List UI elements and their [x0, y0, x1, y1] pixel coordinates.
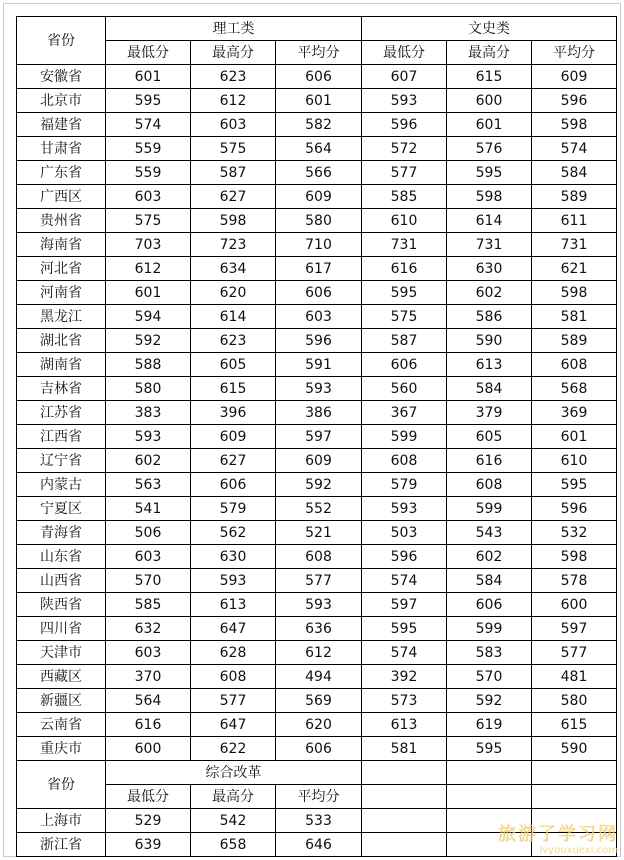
- science-max-score: 593: [191, 569, 276, 593]
- empty-cell: [532, 785, 617, 809]
- arts-avg-score: 598: [532, 281, 617, 305]
- reform-max-score: 658: [191, 833, 276, 857]
- province-name: 新疆区: [17, 689, 106, 713]
- science-min-score: 559: [106, 161, 191, 185]
- science-avg-score: 597: [276, 425, 362, 449]
- arts-max-score: 583: [447, 641, 532, 665]
- province-name: 西藏区: [17, 665, 106, 689]
- arts-avg-score: 589: [532, 185, 617, 209]
- science-max-score: 614: [191, 305, 276, 329]
- province-name: 上海市: [17, 809, 106, 833]
- science-min-score: 595: [106, 89, 191, 113]
- science-max-score: 647: [191, 713, 276, 737]
- arts-min-score: 577: [362, 161, 447, 185]
- reform-row: [17, 833, 617, 857]
- arts-avg-score: 597: [532, 617, 617, 641]
- arts-avg-score: 609: [532, 65, 617, 89]
- province-row: [17, 689, 617, 713]
- empty-cell: [532, 761, 617, 785]
- arts-max-score: 602: [447, 545, 532, 569]
- arts-min-score: 573: [362, 689, 447, 713]
- science-max-score: 606: [191, 473, 276, 497]
- science-avg-score: 566: [276, 161, 362, 185]
- watermark-url: lvyouxuexi.com: [539, 845, 618, 856]
- science-avg-score: 609: [276, 449, 362, 473]
- arts-min-score: 616: [362, 257, 447, 281]
- science-max-score: 623: [191, 65, 276, 89]
- science-max-score: 575: [191, 137, 276, 161]
- science-min-header: 最低分: [106, 41, 191, 65]
- arts-avg-score: 481: [532, 665, 617, 689]
- province-name: 重庆市: [17, 737, 106, 761]
- province-header: 省份: [17, 17, 106, 65]
- science-min-score: 370: [106, 665, 191, 689]
- province-row: [17, 113, 617, 137]
- arts-max-score: 599: [447, 497, 532, 521]
- science-min-score: 585: [106, 593, 191, 617]
- arts-avg-score: 580: [532, 689, 617, 713]
- header-row-groups: [17, 17, 617, 41]
- arts-avg-score: 581: [532, 305, 617, 329]
- empty-cell: [362, 809, 447, 833]
- arts-max-score: 599: [447, 617, 532, 641]
- science-min-score: 383: [106, 401, 191, 425]
- province-row: [17, 449, 617, 473]
- province-row: [17, 233, 617, 257]
- arts-min-score: 613: [362, 713, 447, 737]
- arts-min-score: 572: [362, 137, 447, 161]
- science-avg-score: 710: [276, 233, 362, 257]
- arts-max-score: 630: [447, 257, 532, 281]
- empty-cell: [532, 809, 617, 833]
- science-max-score: 562: [191, 521, 276, 545]
- science-max-score: 620: [191, 281, 276, 305]
- science-max-score: 647: [191, 617, 276, 641]
- arts-max-score: 598: [447, 185, 532, 209]
- province-name: 河北省: [17, 257, 106, 281]
- science-min-score: 588: [106, 353, 191, 377]
- science-min-score: 603: [106, 185, 191, 209]
- arts-min-score: 608: [362, 449, 447, 473]
- province-name: 甘肃省: [17, 137, 106, 161]
- science-avg-score: 609: [276, 185, 362, 209]
- science-max-score: 623: [191, 329, 276, 353]
- province-name: 江苏省: [17, 401, 106, 425]
- province-row: [17, 329, 617, 353]
- score-table-body: [17, 17, 617, 857]
- empty-cell: [447, 833, 532, 857]
- province-row: [17, 497, 617, 521]
- arts-min-score: 503: [362, 521, 447, 545]
- province-row: [17, 65, 617, 89]
- science-avg-score: 606: [276, 281, 362, 305]
- arts-min-score: 731: [362, 233, 447, 257]
- arts-min-score: 560: [362, 377, 447, 401]
- province-row: [17, 593, 617, 617]
- arts-max-score: 595: [447, 737, 532, 761]
- province-name: 天津市: [17, 641, 106, 665]
- science-min-score: 703: [106, 233, 191, 257]
- province-name: 陕西省: [17, 593, 106, 617]
- arts-max-score: 590: [447, 329, 532, 353]
- science-avg-score: 593: [276, 593, 362, 617]
- arts-max-score: 608: [447, 473, 532, 497]
- arts-min-score: 392: [362, 665, 447, 689]
- science-min-score: 593: [106, 425, 191, 449]
- arts-min-score: 574: [362, 641, 447, 665]
- reform-row: [17, 809, 617, 833]
- arts-avg-score: 601: [532, 425, 617, 449]
- arts-avg-score: 532: [532, 521, 617, 545]
- science-min-score: 601: [106, 65, 191, 89]
- arts-avg-score: 574: [532, 137, 617, 161]
- science-min-score: 603: [106, 545, 191, 569]
- province-name: 湖南省: [17, 353, 106, 377]
- arts-avg-score: 608: [532, 353, 617, 377]
- science-max-score: 627: [191, 185, 276, 209]
- arts-max-score: 616: [447, 449, 532, 473]
- province-name: 河南省: [17, 281, 106, 305]
- province-row: [17, 473, 617, 497]
- reform-max-header: 最高分: [191, 785, 276, 809]
- province-row: [17, 281, 617, 305]
- science-max-score: 612: [191, 89, 276, 113]
- reform-avg-score: 646: [276, 833, 362, 857]
- arts-avg-score: 578: [532, 569, 617, 593]
- header-row-columns: [17, 41, 617, 65]
- province-row: [17, 665, 617, 689]
- science-min-score: 563: [106, 473, 191, 497]
- science-avg-score: 591: [276, 353, 362, 377]
- arts-max-score: 614: [447, 209, 532, 233]
- arts-max-score: 613: [447, 353, 532, 377]
- province-row: [17, 137, 617, 161]
- empty-cell: [447, 809, 532, 833]
- science-max-score: 628: [191, 641, 276, 665]
- science-min-score: 602: [106, 449, 191, 473]
- arts-max-score: 600: [447, 89, 532, 113]
- science-min-score: 580: [106, 377, 191, 401]
- province-row: [17, 425, 617, 449]
- watermark-name: 旅游了学习网: [498, 824, 618, 845]
- science-max-score: 587: [191, 161, 276, 185]
- province-row: [17, 401, 617, 425]
- arts-max-score: 731: [447, 233, 532, 257]
- arts-min-score: 593: [362, 89, 447, 113]
- empty-cell: [362, 785, 447, 809]
- arts-max-score: 605: [447, 425, 532, 449]
- province-row: [17, 641, 617, 665]
- arts-avg-score: 568: [532, 377, 617, 401]
- province-name: 福建省: [17, 113, 106, 137]
- arts-avg-score: 596: [532, 89, 617, 113]
- empty-cell: [447, 761, 532, 785]
- arts-avg-score: 584: [532, 161, 617, 185]
- science-min-score: 592: [106, 329, 191, 353]
- arts-max-score: 601: [447, 113, 532, 137]
- arts-avg-score: 610: [532, 449, 617, 473]
- province-row: [17, 545, 617, 569]
- arts-max-score: 586: [447, 305, 532, 329]
- reform-group-header: 综合改革: [106, 761, 362, 785]
- province-name: 海南省: [17, 233, 106, 257]
- empty-cell: [447, 785, 532, 809]
- science-max-score: 630: [191, 545, 276, 569]
- province-row: [17, 569, 617, 593]
- science-max-score: 615: [191, 377, 276, 401]
- province-name: 湖北省: [17, 329, 106, 353]
- arts-max-score: 576: [447, 137, 532, 161]
- science-max-score: 723: [191, 233, 276, 257]
- arts-min-header: 最低分: [362, 41, 447, 65]
- arts-avg-score: 611: [532, 209, 617, 233]
- arts-max-score: 584: [447, 569, 532, 593]
- province-name: 浙江省: [17, 833, 106, 857]
- science-max-score: 627: [191, 449, 276, 473]
- science-max-score: 605: [191, 353, 276, 377]
- arts-avg-score: 577: [532, 641, 617, 665]
- province-row: [17, 89, 617, 113]
- arts-min-score: 597: [362, 593, 447, 617]
- empty-cell: [532, 833, 617, 857]
- province-name: 江西省: [17, 425, 106, 449]
- province-name: 云南省: [17, 713, 106, 737]
- arts-avg-header: 平均分: [532, 41, 617, 65]
- science-avg-score: 521: [276, 521, 362, 545]
- province-row: [17, 737, 617, 761]
- science-max-score: 577: [191, 689, 276, 713]
- arts-min-score: 581: [362, 737, 447, 761]
- province-name: 北京市: [17, 89, 106, 113]
- arts-max-score: 606: [447, 593, 532, 617]
- reform-min-score: 639: [106, 833, 191, 857]
- science-min-score: 603: [106, 641, 191, 665]
- science-max-score: 598: [191, 209, 276, 233]
- science-avg-score: 620: [276, 713, 362, 737]
- empty-cell: [362, 833, 447, 857]
- science-max-score: 609: [191, 425, 276, 449]
- arts-max-score: 619: [447, 713, 532, 737]
- science-min-score: 632: [106, 617, 191, 641]
- province-row: [17, 185, 617, 209]
- science-avg-score: 564: [276, 137, 362, 161]
- province-name: 内蒙古: [17, 473, 106, 497]
- reform-avg-score: 533: [276, 809, 362, 833]
- arts-avg-score: 598: [532, 113, 617, 137]
- province-row: [17, 161, 617, 185]
- reform-header-row-group: [17, 761, 617, 785]
- reform-max-score: 542: [191, 809, 276, 833]
- science-min-score: 600: [106, 737, 191, 761]
- science-min-score: 559: [106, 137, 191, 161]
- arts-avg-score: 615: [532, 713, 617, 737]
- province-row: [17, 521, 617, 545]
- arts-avg-score: 731: [532, 233, 617, 257]
- arts-min-score: 607: [362, 65, 447, 89]
- reform-min-header: 最低分: [106, 785, 191, 809]
- science-avg-score: 601: [276, 89, 362, 113]
- science-avg-score: 606: [276, 65, 362, 89]
- arts-avg-score: 369: [532, 401, 617, 425]
- science-max-score: 603: [191, 113, 276, 137]
- science-avg-score: 569: [276, 689, 362, 713]
- science-min-score: 601: [106, 281, 191, 305]
- arts-avg-score: 595: [532, 473, 617, 497]
- science-max-score: 579: [191, 497, 276, 521]
- province-name: 吉林省: [17, 377, 106, 401]
- province-name: 安徽省: [17, 65, 106, 89]
- science-avg-score: 577: [276, 569, 362, 593]
- province-name: 四川省: [17, 617, 106, 641]
- province-name: 青海省: [17, 521, 106, 545]
- province-name: 辽宁省: [17, 449, 106, 473]
- arts-max-score: 379: [447, 401, 532, 425]
- province-name: 广西区: [17, 185, 106, 209]
- science-avg-score: 612: [276, 641, 362, 665]
- province-row: [17, 209, 617, 233]
- arts-max-header: 最高分: [447, 41, 532, 65]
- science-avg-score: 592: [276, 473, 362, 497]
- province-name: 山东省: [17, 545, 106, 569]
- science-min-score: 541: [106, 497, 191, 521]
- science-min-score: 570: [106, 569, 191, 593]
- science-avg-score: 636: [276, 617, 362, 641]
- province-name: 宁夏区: [17, 497, 106, 521]
- arts-max-score: 595: [447, 161, 532, 185]
- science-max-score: 608: [191, 665, 276, 689]
- arts-min-score: 585: [362, 185, 447, 209]
- science-min-score: 616: [106, 713, 191, 737]
- science-min-score: 594: [106, 305, 191, 329]
- science-avg-score: 606: [276, 737, 362, 761]
- science-avg-score: 580: [276, 209, 362, 233]
- arts-max-score: 570: [447, 665, 532, 689]
- reform-header-row-columns: [17, 785, 617, 809]
- arts-group-header: 文史类: [362, 17, 617, 41]
- science-max-score: 622: [191, 737, 276, 761]
- province-row: [17, 305, 617, 329]
- arts-min-score: 574: [362, 569, 447, 593]
- science-group-header: 理工类: [106, 17, 362, 41]
- science-max-header: 最高分: [191, 41, 276, 65]
- province-name: 广东省: [17, 161, 106, 185]
- arts-avg-score: 590: [532, 737, 617, 761]
- science-min-score: 574: [106, 113, 191, 137]
- science-avg-score: 593: [276, 377, 362, 401]
- science-avg-header: 平均分: [276, 41, 362, 65]
- science-avg-score: 603: [276, 305, 362, 329]
- arts-min-score: 596: [362, 545, 447, 569]
- science-avg-score: 386: [276, 401, 362, 425]
- arts-min-score: 579: [362, 473, 447, 497]
- arts-max-score: 584: [447, 377, 532, 401]
- arts-min-score: 367: [362, 401, 447, 425]
- arts-min-score: 599: [362, 425, 447, 449]
- page-frame: [3, 3, 621, 857]
- science-max-score: 634: [191, 257, 276, 281]
- arts-avg-score: 596: [532, 497, 617, 521]
- science-avg-score: 608: [276, 545, 362, 569]
- arts-avg-score: 598: [532, 545, 617, 569]
- science-avg-score: 494: [276, 665, 362, 689]
- arts-min-score: 610: [362, 209, 447, 233]
- arts-min-score: 587: [362, 329, 447, 353]
- arts-min-score: 595: [362, 281, 447, 305]
- province-name: 山西省: [17, 569, 106, 593]
- reform-avg-header: 平均分: [276, 785, 362, 809]
- science-min-score: 564: [106, 689, 191, 713]
- empty-cell: [362, 761, 447, 785]
- arts-avg-score: 600: [532, 593, 617, 617]
- arts-max-score: 543: [447, 521, 532, 545]
- science-max-score: 396: [191, 401, 276, 425]
- science-avg-score: 552: [276, 497, 362, 521]
- reform-min-score: 529: [106, 809, 191, 833]
- admission-score-table: [16, 16, 617, 857]
- arts-avg-score: 589: [532, 329, 617, 353]
- arts-min-score: 595: [362, 617, 447, 641]
- arts-max-score: 592: [447, 689, 532, 713]
- province-row: [17, 617, 617, 641]
- arts-max-score: 602: [447, 281, 532, 305]
- province-row: [17, 377, 617, 401]
- arts-min-score: 593: [362, 497, 447, 521]
- province-row: [17, 713, 617, 737]
- province-name: 贵州省: [17, 209, 106, 233]
- province-name: 黑龙江: [17, 305, 106, 329]
- science-avg-score: 617: [276, 257, 362, 281]
- province-row: [17, 353, 617, 377]
- science-min-score: 612: [106, 257, 191, 281]
- province-row: [17, 257, 617, 281]
- arts-min-score: 575: [362, 305, 447, 329]
- science-max-score: 613: [191, 593, 276, 617]
- science-min-score: 506: [106, 521, 191, 545]
- science-min-score: 575: [106, 209, 191, 233]
- arts-min-score: 596: [362, 113, 447, 137]
- arts-min-score: 606: [362, 353, 447, 377]
- science-avg-score: 596: [276, 329, 362, 353]
- arts-avg-score: 621: [532, 257, 617, 281]
- reform-province-header: 省份: [17, 761, 106, 809]
- science-avg-score: 582: [276, 113, 362, 137]
- arts-max-score: 615: [447, 65, 532, 89]
